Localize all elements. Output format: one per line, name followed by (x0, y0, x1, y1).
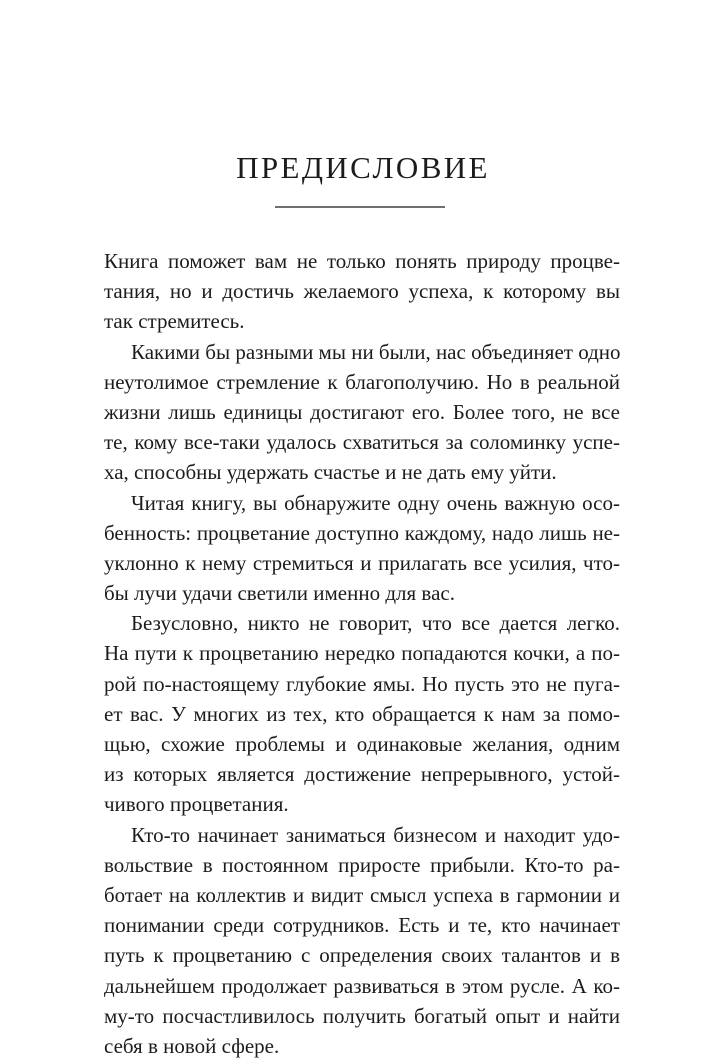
text-line: ботает на коллектив и видит смысл успеха в гармонии и (104, 882, 620, 907)
text-line: чивого процветания. (104, 792, 289, 817)
text-body (104, 246, 620, 1061)
text-line: Читая книгу, вы обнаружите одну очень важную осо- (131, 490, 620, 515)
text-line: вольствие в постоянном приросте прибыли. Кто-то ра- (104, 852, 620, 877)
text-line: бенность: процветание доступно каждому, надо лишь не- (104, 520, 620, 545)
text-line: ха, способны удержать счастье и не дать ему уйти. (104, 460, 557, 485)
text-line: так стремитесь. (104, 309, 245, 334)
title-divider (275, 206, 445, 208)
text-line: рой по-настоящему глубокие ямы. Но пусть это не пуга- (104, 671, 620, 696)
text-line: те, кому все-таки удалось схватиться за соломинку успе- (104, 430, 620, 455)
text-line: понимании среди сотрудников. Есть и те, кто начинает (104, 913, 620, 938)
text-line: дальнейшем продолжает развиваться в этом русле. А ко- (104, 973, 620, 998)
text-line: жизни лишь единицы достигают его. Более того, не все (104, 399, 620, 424)
text-line: путь к процветанию с определения своих талантов и в (104, 943, 620, 968)
text-line: щью, схожие проблемы и одинаковые желания, одним (104, 732, 620, 756)
text-line: тания, но и достичь желаемого успеха, к которому вы (104, 279, 620, 304)
text-line: Кто-то начинает заниматься бизнесом и находит удо- (131, 822, 620, 847)
text-line: уклонно к нему стремиться и прилагать все усилия, что- (104, 550, 620, 575)
text-line: Безусловно, никто не говорит, что все дается легко. (131, 611, 620, 636)
text-line: неутолимое стремление к благополучию. Но в реальной (104, 369, 620, 394)
text-line: бы лучи удачи светили именно для вас. (104, 581, 455, 606)
text-line: себя в новой сфере. (104, 1033, 280, 1058)
text-line: из которых является достижение непрерывного, устой- (104, 762, 620, 787)
text-line: На пути к процветанию нередко попадаются кочки, а по- (104, 641, 620, 666)
chapter-title: ПРЕДИСЛОВИЕ (236, 150, 490, 185)
text-line: Книга поможет вам не только понять природу процве- (104, 249, 620, 273)
text-line: му-то посчастливилось получить богатый опыт и найти (104, 1003, 620, 1028)
text-line: Какими бы разными мы ни были, нас объединяет одно (131, 339, 621, 364)
text-line: ет вас. У многих из тех, кто обращается к нам за помо- (104, 701, 620, 726)
